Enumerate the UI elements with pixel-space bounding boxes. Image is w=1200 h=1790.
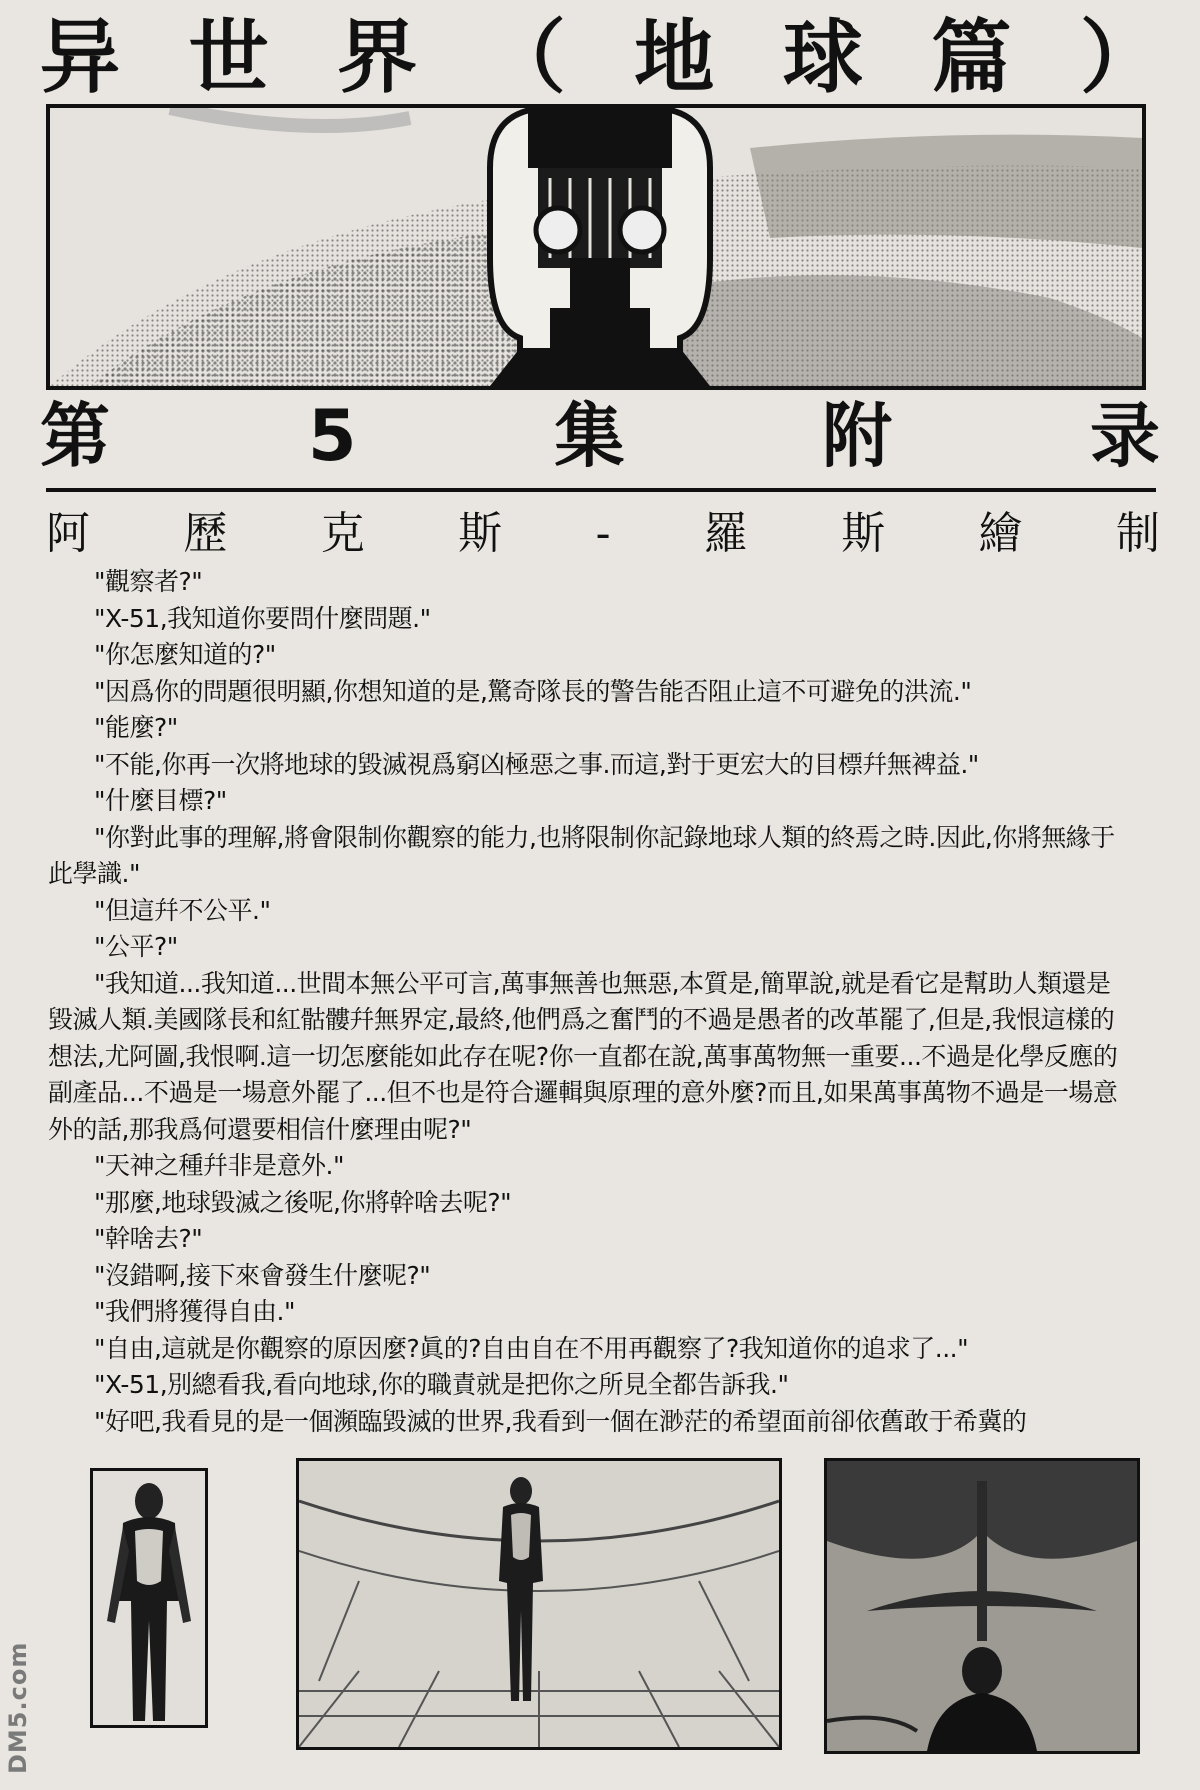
paragraph: "但這幷不公平."	[94, 895, 271, 925]
paragraph: "公平?"	[94, 932, 178, 961]
walking-figure-art	[299, 1461, 779, 1747]
title-char: 球	[782, 11, 863, 104]
title-char: 篇	[931, 11, 1012, 104]
chapter-char: 5	[307, 395, 357, 477]
panel-figure-standing	[90, 1468, 208, 1728]
chapter-char: 集	[554, 395, 625, 477]
credit-char: 羅	[703, 508, 748, 559]
chapter-char: 附	[822, 395, 893, 477]
paragraph: "好吧,我看見的是一個瀕臨毀滅的世界,我看到一個在渺茫的希望面前卻依舊敢于希冀的	[94, 1406, 1027, 1436]
paragraph: "我們將獲得自由."	[94, 1297, 295, 1326]
credit-char: 阿	[46, 508, 90, 559]
silver-figure-art	[93, 1471, 205, 1725]
title-char: 世	[188, 11, 269, 104]
credit-char: 歷	[183, 508, 228, 559]
paragraph: "什麼目標?"	[94, 786, 227, 815]
paragraph: "天神之種幷非是意外."	[94, 1151, 344, 1180]
credit-char: 克	[320, 508, 365, 559]
paragraph: "你怎麼知道的?"	[94, 640, 276, 669]
panel-figure-walking	[296, 1458, 782, 1750]
panel-figure-back	[824, 1458, 1140, 1754]
credit-char: 斯	[458, 508, 503, 559]
watermark-text: DM5.com	[4, 1641, 32, 1775]
credit-char: 繪	[978, 508, 1023, 559]
divider	[46, 488, 1156, 492]
credit-line	[46, 504, 1160, 564]
title-char: 界	[337, 11, 418, 104]
paragraph: "我知道...我知道...世間本無公平可言,萬事無善也無惡,本質是,簡單說,就是看它是幫助人類還是毀滅人類.美國隊長和紅骷髏幷無界定,最終,他們爲之奮鬥的不過是愚者的改革罷了,但是,我恨這樣的想法,尤阿圖,我恨啊.這一切怎麼能如此存在呢?你一直都在說,萬事萬物無一重要...不過是化學反應的副產品...不過是一場意外罷了...但不也是符合邏輯與原理的意外麼?而且,如果萬事萬物不過是一場意外的話,那我爲何還要相信什麼理由呢?"	[48, 968, 1118, 1144]
paragraph: "幹啥去?"	[94, 1224, 203, 1253]
robot-planet-art	[50, 108, 1142, 386]
page-title	[40, 11, 1160, 104]
credit-char: 制	[1116, 508, 1160, 559]
banner-illustration	[46, 104, 1146, 390]
paragraph: "能麼?"	[94, 713, 178, 742]
chapter-char: 录	[1089, 395, 1160, 477]
paragraph: "觀察者?"	[94, 567, 203, 596]
figure-back-art	[827, 1461, 1137, 1751]
chapter-char: 第	[40, 395, 110, 477]
paragraph: "自由,這就是你觀察的原因麼?眞的?自由自在不用再觀察了?我知道你的追求了..."	[94, 1333, 969, 1363]
paragraph: "那麼,地球毀滅之後呢,你將幹啥去呢?"	[94, 1187, 512, 1217]
paragraph: "你對此事的理解,將會限制你觀察的能力,也將限制你記錄地球人類的終焉之時.因此,你將無緣于此學識."	[48, 822, 1115, 888]
paragraph: "沒錯啊,接下來會發生什麼呢?"	[94, 1260, 431, 1290]
credit-char: 斯	[841, 508, 886, 559]
paragraph: "X-51,別總看我,看向地球,你的職責就是把你之所見全都告訴我."	[94, 1370, 789, 1399]
paragraph: "X-51,我知道你要問什麼問題."	[94, 603, 431, 633]
title-char: （	[485, 11, 566, 104]
site-watermark	[4, 1628, 54, 1788]
paragraph: "因爲你的問題很明顯,你想知道的是,驚奇隊長的警告能否阻止這不可避免的洪流."	[94, 676, 972, 706]
dialogue-text	[48, 564, 1128, 1440]
title-char: 异	[40, 11, 120, 104]
credit-char: -	[595, 508, 611, 559]
chapter-heading	[40, 396, 1160, 476]
paragraph: "不能,你再一次將地球的毀滅視爲窮凶極惡之事.而這,對于更宏大的目標幷無裨益."	[94, 749, 979, 779]
title-char: 地	[634, 11, 715, 104]
title-char: ）	[1079, 11, 1160, 104]
